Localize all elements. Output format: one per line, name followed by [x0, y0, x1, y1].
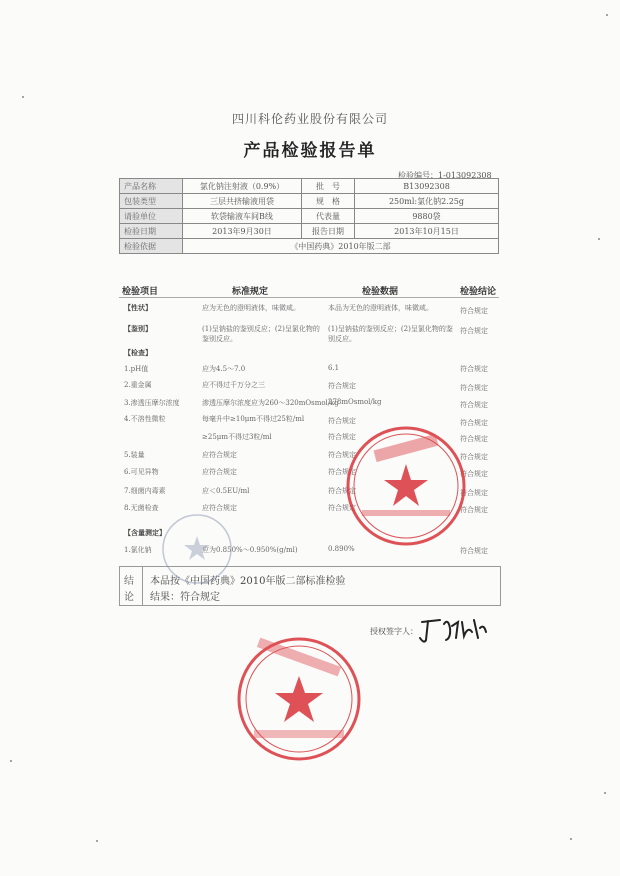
row-standard: 应符合规定 — [202, 468, 237, 476]
basis-value: 《中国药典》2010年版二部 — [183, 239, 499, 254]
signature-label: 授权签字人： — [370, 627, 418, 636]
handwritten-signature — [418, 614, 488, 646]
company-seal-stamp — [344, 424, 468, 548]
col-header-result: 检验数据 — [362, 287, 399, 297]
scan-speck — [598, 238, 600, 240]
scan-speck — [604, 792, 606, 794]
row-standard: 应为0.850%～0.950%(g/ml) — [202, 546, 298, 554]
row-conclusion: 符合规定 — [460, 401, 488, 409]
info-value: B13092308 — [355, 179, 499, 194]
info-label: 报告日期 — [302, 224, 355, 239]
row-section: 【含量测定】 — [124, 528, 166, 537]
row-conclusion: 符合规定 — [460, 547, 488, 555]
conclusion-label: 结 — [124, 576, 134, 587]
conclusion-label: 论 — [124, 592, 134, 603]
info-row — [120, 179, 499, 194]
col-header-standard: 标准规定 — [232, 287, 269, 297]
scan-speck — [96, 840, 98, 842]
row-item: 1.pH值 — [124, 365, 149, 373]
row-item: 3.渗透压摩尔浓度 — [124, 399, 180, 407]
row-standard: 渗透压摩尔浓度应为260～320mOsmol/kg — [202, 399, 339, 407]
conclusion-divider — [142, 566, 143, 606]
row-section: 【检查】 — [124, 348, 152, 357]
info-value: 三层共挤输液用袋 — [183, 194, 302, 209]
row-item: 1.氯化钠 — [124, 546, 152, 554]
row-standard: (1)呈钠盐的鉴别反应；(2)呈氯化物的鉴别反应。 — [202, 325, 320, 343]
row-item: 5.装量 — [124, 451, 145, 459]
row-standard: 应符合规定 — [202, 504, 237, 512]
row-result: 符合规定 — [328, 433, 356, 441]
info-label: 批 号 — [302, 179, 355, 194]
row-conclusion: 符合规定 — [460, 419, 488, 427]
row-result: 278mOsmol/kg — [328, 398, 382, 406]
inspection-seal-stamp — [234, 634, 364, 764]
info-value: 2013年10月15日 — [355, 224, 499, 239]
row-conclusion: 符合规定 — [460, 327, 488, 335]
page-title: 产品检验报告单 — [243, 141, 377, 161]
info-label: 产品名称 — [120, 179, 183, 194]
col-header-item: 检验项目 — [122, 287, 159, 297]
scan-speck — [10, 760, 12, 762]
info-row — [120, 224, 499, 239]
info-label: 请验单位 — [120, 209, 183, 224]
row-standard: 应为4.5～7.0 — [202, 365, 246, 373]
faint-seal-stamp — [160, 512, 234, 586]
row-conclusion: 符合规定 — [460, 307, 488, 315]
info-label: 代表量 — [302, 209, 355, 224]
scan-speck — [570, 838, 572, 840]
conclusion-line: 结果：符合规定 — [150, 592, 220, 603]
info-value: 氯化钠注射液（0.9%） — [183, 179, 302, 194]
product-info-table — [119, 178, 499, 254]
basis-row — [120, 239, 499, 254]
scan-speck — [22, 96, 24, 98]
row-standard: 应＜0.5EU/ml — [202, 487, 250, 495]
row-item: 4.不溶性微粒 — [124, 415, 166, 423]
info-row — [120, 209, 499, 224]
row-standard: 应符合规定 — [202, 451, 237, 459]
row-result: 6.1 — [328, 364, 340, 372]
info-row — [120, 194, 499, 209]
info-value: 软袋输液车间B线 — [183, 209, 302, 224]
row-result: 符合规定 — [328, 417, 356, 425]
row-result: 符合规定 — [328, 504, 356, 512]
row-standard: 每毫升中≥10μm不得过25粒/ml — [202, 415, 305, 423]
row-item: 【鉴别】 — [124, 324, 152, 333]
row-result: 0.890% — [328, 545, 355, 553]
company-name: 四川科伦药业股份有限公司 — [231, 112, 388, 126]
row-conclusion: 符合规定 — [460, 489, 488, 497]
row-conclusion: 符合规定 — [460, 384, 488, 392]
row-standard: 应不得过千万分之三 — [202, 381, 265, 389]
col-header-conclusion: 检验结论 — [460, 287, 497, 297]
row-result: 符合规定 — [328, 468, 356, 476]
info-label: 规 格 — [302, 194, 355, 209]
row-conclusion: 符合规定 — [460, 506, 488, 514]
info-value: 2013年9月30日 — [183, 224, 302, 239]
row-result: 符合规定 — [328, 451, 356, 459]
row-standard: ≥25μm不得过3粒/ml — [202, 433, 272, 441]
info-label: 包装类型 — [120, 194, 183, 209]
row-result: 本品为无色的澄明液体，味微咸。 — [328, 304, 433, 312]
row-standard: 应为无色的澄明液体，味微咸。 — [202, 304, 300, 312]
basis-label: 检验依据 — [120, 239, 183, 254]
row-conclusion: 符合规定 — [460, 365, 488, 373]
row-result: 符合规定 — [328, 382, 356, 390]
info-value: 9880袋 — [355, 209, 499, 224]
row-item: 6.可见异物 — [124, 468, 159, 476]
row-result: 符合规定 — [328, 487, 356, 495]
conclusion-line: 本品按《中国药典》2010年版二部标准检验 — [150, 576, 346, 587]
row-item: 【性状】 — [124, 303, 152, 312]
row-conclusion: 符合规定 — [460, 435, 488, 443]
row-item: 7.细菌内毒素 — [124, 487, 166, 495]
row-item: 8.无菌检查 — [124, 504, 159, 512]
row-item: 2.重金属 — [124, 381, 152, 389]
row-result: (1)呈钠盐的鉴别反应；(2)呈氯化物的鉴别反应。 — [328, 325, 453, 343]
row-conclusion: 符合规定 — [460, 453, 488, 461]
report-number: 检验编号：1-013092308 — [398, 171, 492, 180]
info-label: 检验日期 — [120, 224, 183, 239]
info-value: 250ml:氯化钠2.25g — [355, 194, 499, 209]
row-conclusion: 符合规定 — [460, 470, 488, 478]
header-rule — [119, 297, 499, 298]
scan-speck — [606, 14, 608, 16]
